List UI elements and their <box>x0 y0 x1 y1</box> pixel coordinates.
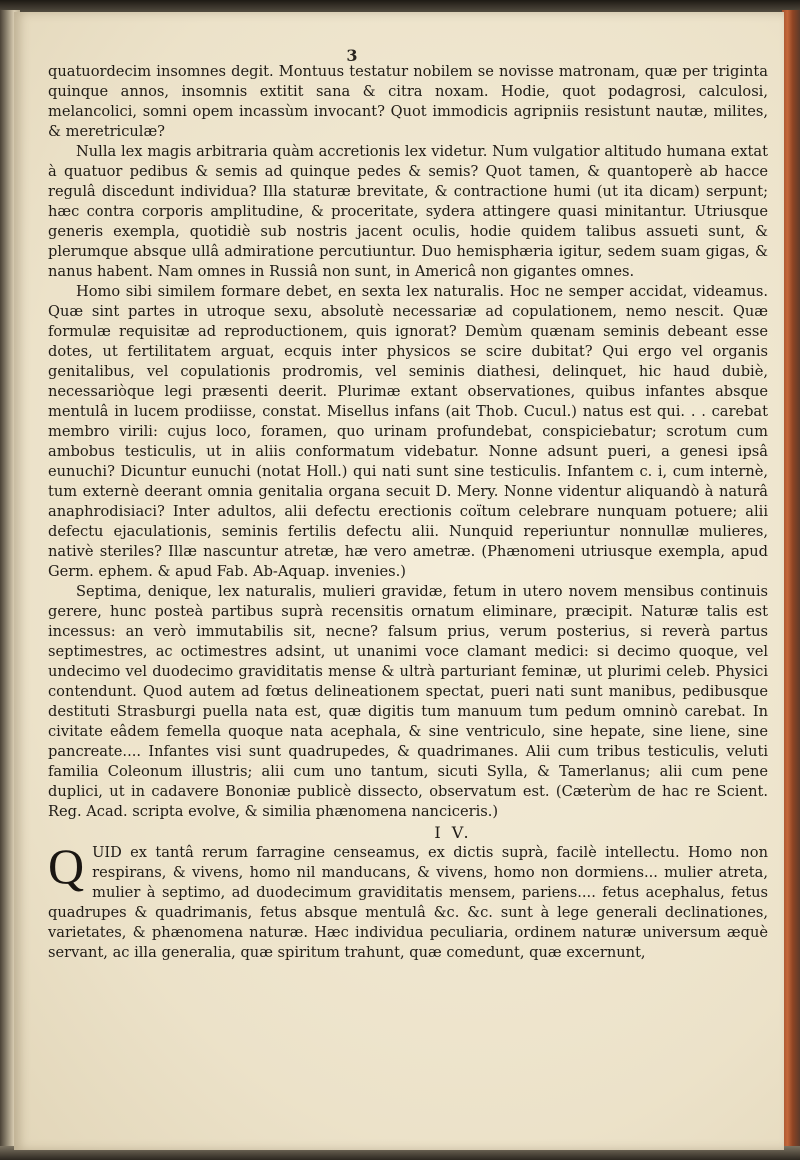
book-fore-edge <box>782 10 800 1160</box>
body-text <box>48 62 768 963</box>
section-paragraph <box>48 838 768 963</box>
section-paragraph-text: UID ex tantâ rerum farragine censeamus, ex dictis suprà, facilè intellectu. Homo non respirans, & vivens, homo nil manducans, & vivens, homo non dormiens... mulier atreta, mulier à septimo, ad duodecimum graviditatis mensem, pariens.... fetus acephalus, fetus quadrupes & quadrimanis, fetus absque mentulâ &c. &c. sunt à lege generali declinationes, varietates, & phænomena naturæ. Hæc individua peculiaria, ordinem naturæ universum æquè servant, ac illa generalia, quæ spiritum trahunt, quæ comedunt, quæ excernunt, <box>48 844 768 961</box>
paragraph-2: Nulla lex magis arbitraria quàm accretionis lex videtur. Num vulgatior altitudo humana extat à quatuor pedibus & semis ad quinque pedes & semis? Quot tamen, & quantoperè ab hacce regulâ discedunt individua? Illa staturæ brevitate, & contractione humi (ut ita dicam) serpunt; hæc contra corporis amplitudine, & proceritate, sydera attingere quasi minitantur. Utriusque generis exempla, quotidiè sub nostris jacent oculis, hodie quidem talibus assueti sunt, & plerumque absque ullâ admiratione percutiuntur. Duo hemisphæria igitur, sedem suam gigas, & nanus habent. Nam omnes in Russiâ non sunt, in Americâ non gigantes omnes. <box>48 143 768 280</box>
paragraph-4: Septima, denique, lex naturalis, mulieri gravidæ, fetum in utero novem mensibus continuis gerere, hunc posteà partibus suprà recensitis ornatum eliminare, præcipit. Naturæ talis est incessus: an verò immutabilis sit, necne? falsum prius, verum posterius, si reverà partus septimestres, ac octimestres adsint, ut unanimi voce clamant medici: si decimo quoque, vel undecimo vel duodecimo graviditatis mense & ultrà parturiant feminæ, ut plurimi celeb. Physici contendunt. Quod autem ad fœtus delineationem spectat, pueri nati sunt manibus, pedibusque destituti Strasburgi puella nata est, quæ digitis tum manuum tum pedum omninò carebat. In civitate eâdem femella quoque nata acephala, & sine ventriculo, sine hepate, sine liene, sine pancreate.... Infantes visi sunt quadrupedes, & quadrimanes. Alii cum tribus testiculis, veluti familia Coleonum illustris; alii cum uno tantum, sicuti Sylla, & Tamerlanus; alii cum pene duplici, ut in cadavere Bononiæ publicè dissecto, observatum est. (Cæterùm de hac re Scient. Reg. Acad. scripta evolve, & similia phænomena nanciceris.) <box>48 583 768 820</box>
page-sheet <box>14 12 784 1150</box>
section-heading: I V. <box>434 823 472 842</box>
page-number: 3 <box>346 46 358 65</box>
drop-cap-initial: Q <box>48 838 85 894</box>
paragraph-1: quatuordecim insomnes degit. Montuus testatur nobilem se novisse matronam, quæ per triginta quinque annos, insomnis extitit sana & citra noxam. Hodie, quot podagrosi, calculosi, melancolici, somni opem incassùm invocant? Quot immodicis agripniis resistunt nautæ, milites, & meretriculæ? <box>48 63 768 140</box>
paragraph-3: Homo sibi similem formare debet, en sexta lex naturalis. Hoc ne semper accidat, videamus. Quæ sint partes in utroque sexu, absolutè necessariæ ad copulationem, nemo nescit. Quæ formulæ requisitæ ad reproductionem, quis ignorat? Demùm quænam seminis debeant esse dotes, ut fertilitatem arguat, ecquis inter physicos se scire dubitat? Qui ergo vel organis genitalibus, vel copulationis prodromis, vel seminis diathesi, delinquet, hic haud dubiè, necessariòque legi præsenti deerit. Plurimæ extant observationes, quibus infantes absque mentulâ in lucem prodiisse, constat. Misellus infans (ait Thob. Cucul.) natus est qui. . . carebat membro virili: cujus loco, foramen, quo urinam profundebat, conspiciebatur; scrotum cum ambobus testiculis, ut in aliis conformatum videbatur. Nonne adsunt pueri, a genesi ipsâ eunuchi? Dicuntur eunuchi (notat Holl.) qui nati sunt sine testiculis. Infantem c. i, cum internè, tum externè deerant omnia genitalia organa secuit D. Mery. Nonne videntur aliquandò à naturâ anaphrodisiaci? Inter adultos, alii defectu erectionis coïtum celebrare nunquam potuere; alii defectu ejaculationis, seminis fertilis defectu alii. Nunquid reperiuntur nonnullæ mulieres, nativè steriles? Illæ nascuntur atretæ, hæ vero ametræ. (Phænomeni utriusque exempla, apud Germ. ephem. & apud Fab. Ab-Aquap. invenies.) <box>48 283 768 580</box>
